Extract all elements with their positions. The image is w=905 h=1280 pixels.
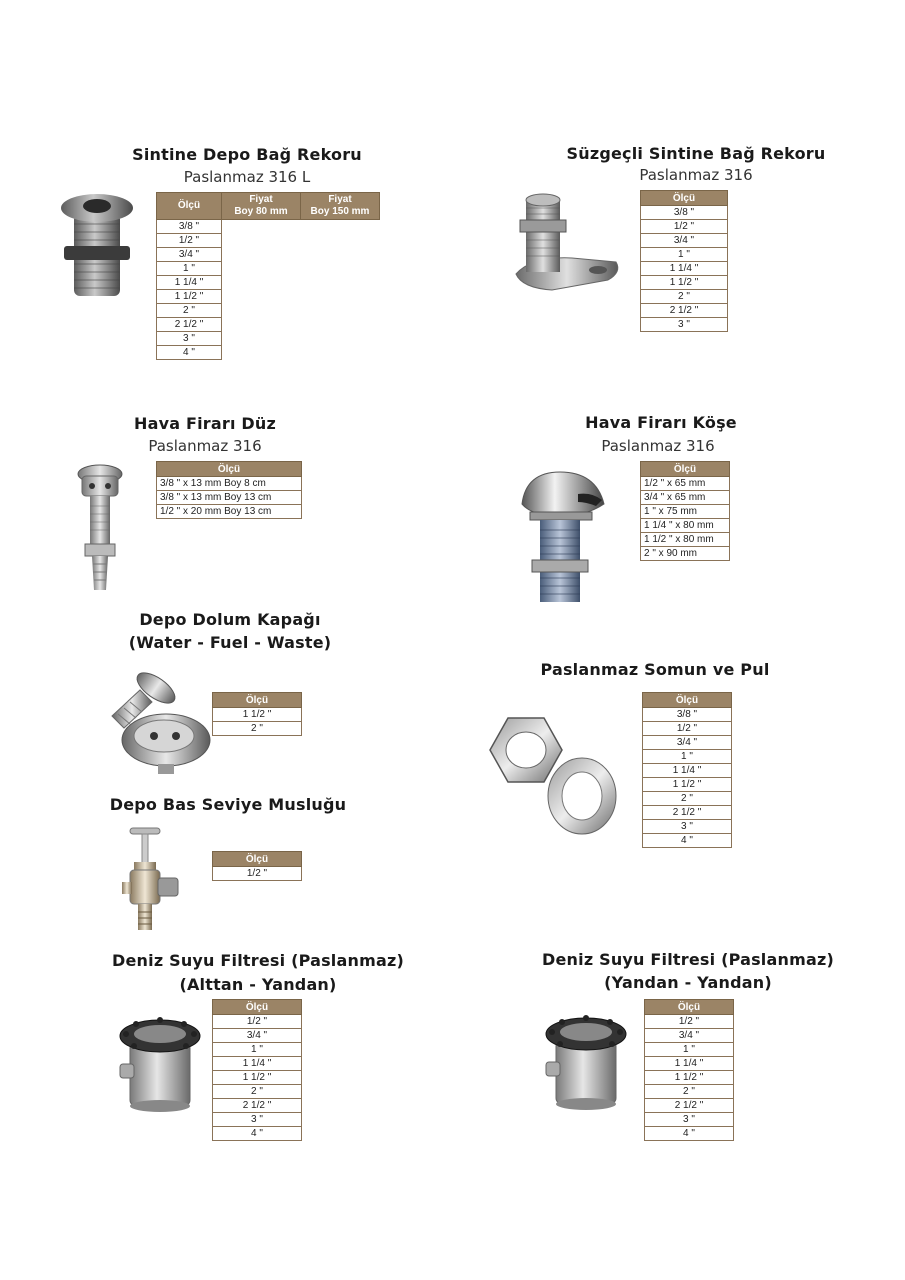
suzgecli-title: Süzgeçli Sintine Bağ Rekoru (566, 144, 826, 163)
table-row (157, 346, 380, 360)
size-cell: 3/8 " (157, 220, 222, 234)
price-cell (301, 318, 380, 332)
nut-washer-icon (486, 704, 630, 836)
size-cell: 3/8 " x 13 mm Boy 8 cm (157, 477, 302, 491)
price-cell (222, 234, 301, 248)
size-cell: 1 1/2 " (157, 290, 222, 304)
column-header-olcu: Ölçü (157, 462, 302, 477)
somun-size-table (642, 692, 732, 848)
size-cell: 2 1/2 " (641, 304, 728, 318)
table-row (641, 234, 728, 248)
table-row (213, 1085, 302, 1099)
air-vent-elbow-icon (516, 464, 608, 604)
price-cell (301, 248, 380, 262)
size-cell: 3/4 " (643, 736, 732, 750)
size-cell: 1/2 " x 65 mm (641, 477, 730, 491)
column-header-olcu: Ölçü (213, 1000, 302, 1015)
hava-duz-subtitle: Paslanmaz 316 (148, 437, 262, 455)
table-row (643, 736, 732, 750)
filtre-yan-title: Deniz Suyu Filtresi (Paslanmaz) (542, 950, 834, 969)
table-row (157, 318, 380, 332)
table-row (213, 708, 302, 722)
table-row (213, 1099, 302, 1113)
size-cell: 1 " (643, 750, 732, 764)
column-header-olcu: Ölçü (645, 1000, 734, 1015)
price-cell (301, 234, 380, 248)
deck-fill-cap-icon (104, 660, 214, 776)
table-row (213, 1029, 302, 1043)
table-row (213, 867, 302, 881)
hava-duz-title: Hava Firarı Düz (133, 414, 276, 433)
size-cell: 1 1/2 " x 80 mm (641, 533, 730, 547)
table-row (641, 290, 728, 304)
air-vent-straight-icon (72, 462, 132, 594)
hava-kose-size-table (640, 461, 730, 561)
size-cell: 4 " (645, 1127, 734, 1141)
table-row (157, 290, 380, 304)
price-cell (222, 220, 301, 234)
depo-dolum-title: Depo Dolum Kapağı (139, 610, 321, 629)
price-cell (222, 248, 301, 262)
table-row (213, 722, 302, 736)
size-cell: 2 " (157, 304, 222, 318)
column-header-olcu: Ölçü (641, 191, 728, 206)
size-cell: 2 1/2 " (643, 806, 732, 820)
table-row (643, 722, 732, 736)
price-cell (222, 262, 301, 276)
table-row (641, 318, 728, 332)
size-cell: 1/2 " (213, 1015, 302, 1029)
sintine-title: Sintine Depo Bağ Rekoru (132, 145, 362, 164)
column-header-olcu: Ölçü (643, 693, 732, 708)
size-cell: 1 1/4 " (645, 1057, 734, 1071)
size-cell: 4 " (213, 1127, 302, 1141)
thru-hull-fitting-icon (58, 190, 138, 302)
sea-water-strainer-icon (118, 1014, 202, 1112)
table-row (641, 519, 730, 533)
table-row (641, 220, 728, 234)
size-cell: 1 1/4 " (157, 276, 222, 290)
price-cell (222, 304, 301, 318)
drain-valve-icon (122, 826, 182, 934)
column-header-olcu: Ölçü (641, 462, 730, 477)
price-cell (222, 346, 301, 360)
sintine-size-table (156, 192, 380, 360)
size-cell: 3 " (645, 1113, 734, 1127)
table-row (157, 304, 380, 318)
size-cell: 1/2 " x 20 mm Boy 13 cm (157, 505, 302, 519)
size-cell: 1 1/4 " x 80 mm (641, 519, 730, 533)
size-cell: 3/4 " (641, 234, 728, 248)
price-cell (301, 220, 380, 234)
table-row (643, 834, 732, 848)
size-cell: 3/8 " (641, 206, 728, 220)
size-cell: 1 1/4 " (643, 764, 732, 778)
hava-kose-title: Hava Firarı Köşe (585, 413, 737, 432)
table-row (645, 1015, 734, 1029)
table-row (643, 778, 732, 792)
price-cell (301, 304, 380, 318)
table-row (645, 1029, 734, 1043)
table-row (643, 764, 732, 778)
table-row (641, 477, 730, 491)
table-row (157, 234, 380, 248)
size-cell: 1/2 " (645, 1015, 734, 1029)
filtre-yan-subtitle: (Yandan - Yandan) (604, 973, 772, 992)
table-row (645, 1113, 734, 1127)
table-row (213, 1113, 302, 1127)
size-cell: 2 1/2 " (157, 318, 222, 332)
size-cell: 3/8 " (643, 708, 732, 722)
table-row (643, 750, 732, 764)
depo-dolum-subtitle: (Water - Fuel - Waste) (128, 633, 332, 652)
size-cell: 1/2 " (643, 722, 732, 736)
table-row (641, 262, 728, 276)
table-row (641, 276, 728, 290)
filtre-yan-size-table (644, 999, 734, 1141)
table-row (645, 1071, 734, 1085)
table-row (641, 304, 728, 318)
price-cell (301, 276, 380, 290)
price-cell (301, 346, 380, 360)
size-cell: 1 " (645, 1043, 734, 1057)
table-row (157, 491, 302, 505)
sintine-subtitle: Paslanmaz 316 L (183, 168, 311, 186)
size-cell: 2 " (213, 722, 302, 736)
size-cell: 2 " (641, 290, 728, 304)
depo-dolum-size-table (212, 692, 302, 736)
suzgecli-subtitle: Paslanmaz 316 (639, 166, 753, 184)
table-row (643, 792, 732, 806)
size-cell: 2 1/2 " (645, 1099, 734, 1113)
table-row (213, 1057, 302, 1071)
table-row (213, 1043, 302, 1057)
table-row (643, 806, 732, 820)
size-cell: 2 " (213, 1085, 302, 1099)
column-header-price-150: Fiyat Boy 150 mm (301, 193, 380, 220)
size-cell: 3/4 " (645, 1029, 734, 1043)
size-cell: 1 " (641, 248, 728, 262)
size-cell: 1 1/4 " (641, 262, 728, 276)
table-row (213, 1071, 302, 1085)
price-cell (301, 262, 380, 276)
price-cell (301, 290, 380, 304)
filtre-alt-title: Deniz Suyu Filtresi (Paslanmaz) (112, 951, 404, 970)
price-cell (301, 332, 380, 346)
size-cell: 1 1/2 " (641, 276, 728, 290)
size-cell: 2 1/2 " (213, 1099, 302, 1113)
size-cell: 1 " (213, 1043, 302, 1057)
size-cell: 2 " (643, 792, 732, 806)
table-row (641, 206, 728, 220)
sea-water-strainer-icon (544, 1012, 628, 1110)
table-row (641, 248, 728, 262)
table-row (157, 262, 380, 276)
table-row (645, 1057, 734, 1071)
size-cell: 1 1/2 " (643, 778, 732, 792)
size-cell: 1 1/2 " (645, 1071, 734, 1085)
size-cell: 3/4 " (157, 248, 222, 262)
size-cell: 4 " (157, 346, 222, 360)
table-row (641, 505, 730, 519)
table-row (643, 820, 732, 834)
price-cell (222, 332, 301, 346)
size-cell: 1 1/2 " (213, 708, 302, 722)
table-row (643, 708, 732, 722)
table-row (641, 491, 730, 505)
table-row (641, 547, 730, 561)
size-cell: 3/4 " (213, 1029, 302, 1043)
column-header-olcu: Ölçü (213, 852, 302, 867)
size-cell: 1/2 " (157, 234, 222, 248)
table-row (213, 1015, 302, 1029)
table-row (157, 276, 380, 290)
depo-bas-title: Depo Bas Seviye Musluğu (109, 795, 347, 814)
size-cell: 3 " (213, 1113, 302, 1127)
size-cell: 3 " (157, 332, 222, 346)
somun-title: Paslanmaz Somun ve Pul (540, 660, 770, 679)
size-cell: 3 " (643, 820, 732, 834)
size-cell: 1 1/2 " (213, 1071, 302, 1085)
table-row (645, 1043, 734, 1057)
table-row (157, 220, 380, 234)
size-cell: 4 " (643, 834, 732, 848)
table-row (157, 477, 302, 491)
hava-duz-size-table (156, 461, 302, 519)
size-cell: 2 " x 90 mm (641, 547, 730, 561)
column-header-olcu: Ölçü (157, 193, 222, 220)
depo-bas-size-table (212, 851, 302, 881)
size-cell: 1 " x 75 mm (641, 505, 730, 519)
hava-kose-subtitle: Paslanmaz 316 (601, 437, 715, 455)
size-cell: 2 " (645, 1085, 734, 1099)
size-cell: 1/2 " (641, 220, 728, 234)
column-header-olcu: Ölçü (213, 693, 302, 708)
price-cell (222, 276, 301, 290)
table-row (157, 505, 302, 519)
filtre-alt-size-table (212, 999, 302, 1141)
price-cell (222, 290, 301, 304)
size-cell: 3/4 " x 65 mm (641, 491, 730, 505)
strainer-fitting-icon (512, 190, 624, 296)
table-row (645, 1085, 734, 1099)
filtre-alt-subtitle: (Alttan - Yandan) (179, 975, 337, 994)
size-cell: 3 " (641, 318, 728, 332)
column-header-price-80: Fiyat Boy 80 mm (222, 193, 301, 220)
size-cell: 1 1/4 " (213, 1057, 302, 1071)
table-row (645, 1127, 734, 1141)
suzgecli-size-table (640, 190, 728, 332)
table-row (641, 533, 730, 547)
table-row (157, 248, 380, 262)
size-cell: 1/2 " (213, 867, 302, 881)
size-cell: 1 " (157, 262, 222, 276)
table-row (213, 1127, 302, 1141)
table-row (645, 1099, 734, 1113)
size-cell: 3/8 " x 13 mm Boy 13 cm (157, 491, 302, 505)
table-row (157, 332, 380, 346)
price-cell (222, 318, 301, 332)
